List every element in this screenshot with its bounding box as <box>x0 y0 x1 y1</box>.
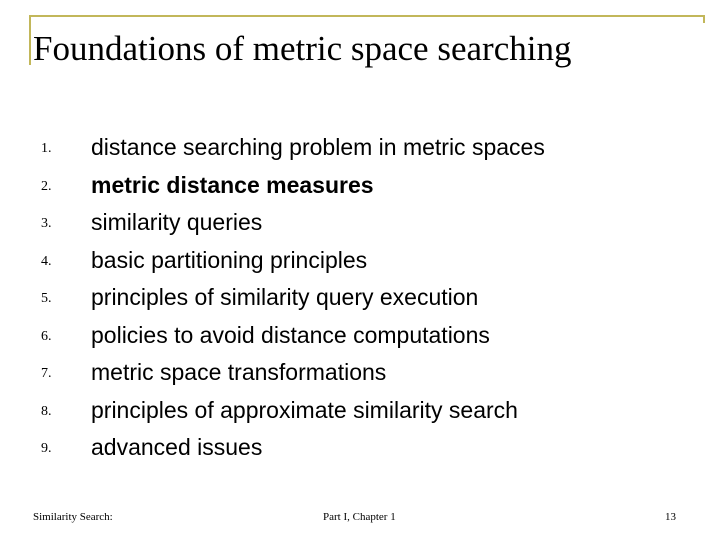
topic-label: principles of similarity query execution <box>91 284 479 310</box>
topic-number: 3. <box>41 216 52 231</box>
topic-label: metric space transformations <box>91 359 387 385</box>
topic-label: policies to avoid distance computations <box>91 321 490 348</box>
topic-number: 1. <box>41 141 52 156</box>
footer-page-number: 13 <box>665 511 676 523</box>
topic-label: principles of approximate similarity search <box>91 396 518 423</box>
topic-number: 6. <box>41 328 52 344</box>
footer-chapter: Part I, Chapter 1 <box>323 511 396 523</box>
title-frame-right-tick <box>703 15 705 23</box>
topic-number: 7. <box>41 366 52 381</box>
topic-number: 2. <box>41 178 52 194</box>
topic-number: 8. <box>41 403 52 419</box>
topic-number: 4. <box>41 253 52 269</box>
slide-title: Foundations of metric space searching <box>33 29 572 68</box>
topic-label: advanced issues <box>91 434 263 460</box>
topic-label: metric distance measures <box>91 171 374 198</box>
topic-label: basic partitioning principles <box>91 246 368 273</box>
topic-number: 9. <box>41 441 52 456</box>
title-frame-left-rule <box>29 15 31 65</box>
topic-label: similarity queries <box>91 209 263 235</box>
footer-course-title: Similarity Search: <box>33 511 113 523</box>
title-frame-top-rule <box>29 15 705 17</box>
topic-label: distance searching problem in metric spaces <box>91 134 545 160</box>
topic-number: 5. <box>41 291 52 306</box>
